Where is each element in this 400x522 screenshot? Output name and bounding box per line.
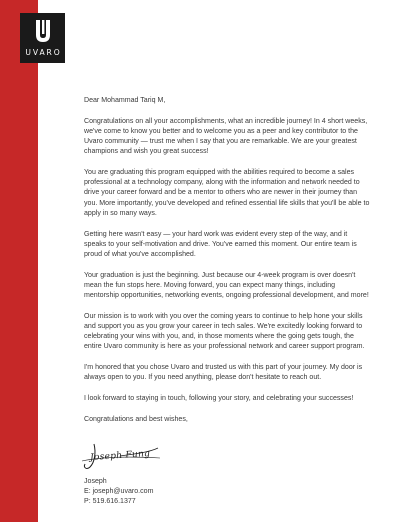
logo-wordmark: UVARO bbox=[25, 48, 62, 57]
contact-phone: P: 519.616.1377 bbox=[84, 498, 136, 506]
letter-paragraph: Our mission is to work with you over the coming years to continue to help hone your skills and support you as you grow your career in tech sales. We're excitedly looking forward to celebrating your wins with you, and, in those moments where the going gets tough, the entire Uvaro community is here as your professional network and career support program. bbox=[84, 312, 365, 351]
letter-greeting: Dear Mohammad Tariq M, bbox=[84, 97, 166, 104]
letter-paragraph: I look forward to staying in touch, following your story, and celebrating your successes! bbox=[84, 394, 354, 402]
handwritten-signature bbox=[80, 440, 170, 474]
letter-paragraph: You are graduating this program equipped with the abilities required to become a sales professional at a technology company, along with the information and network needed to drive your career forward and be a mentor to others who are newer in their journey than you. More importantly, you've developed and refined essential life skills that you'll be able to apply in so many ways. bbox=[84, 169, 370, 217]
uvaro-logo bbox=[20, 13, 65, 63]
letter-closing: Congratulations and best wishes, bbox=[84, 415, 188, 423]
letter-paragraph: Congratulations on all your accomplishments, what an incredible journey! In 4 short weeks, we've come to know you better and to welcome you as a peer and key contributor to the Uvaro community — trust me when I say that you are remarkable. We are your greatest champions and wish you great success! bbox=[84, 117, 368, 156]
letter-paragraph: Your graduation is just the beginning. Just because our 4-week program is over doesn't mean the fun stops here. Moving forward, you can expect many things, including mentorship opportunities, networking events, ongoing professional development, and more! bbox=[84, 271, 369, 300]
letter-paragraph: I'm honored that you chose Uvaro and trusted us with this part of your journey. My door is always open to you. If you need anything, please don't hesitate to reach out. bbox=[84, 364, 363, 382]
contact-block bbox=[84, 477, 153, 508]
contact-email: E: joseph@uvaro.com bbox=[84, 488, 154, 496]
contact-name: Joseph bbox=[84, 478, 107, 485]
letter-paragraph: Getting here wasn't easy — your hard work was evident every step of the way, and it speaks to your self-motivation and drive. You've earned this moment. Our entire team is proud of what you've accomplished. bbox=[84, 230, 357, 258]
letter-body bbox=[84, 96, 370, 435]
uvaro-mark-icon bbox=[34, 20, 52, 43]
accent-sidebar bbox=[0, 0, 38, 522]
signature-script: Joseph Fung bbox=[89, 448, 151, 464]
